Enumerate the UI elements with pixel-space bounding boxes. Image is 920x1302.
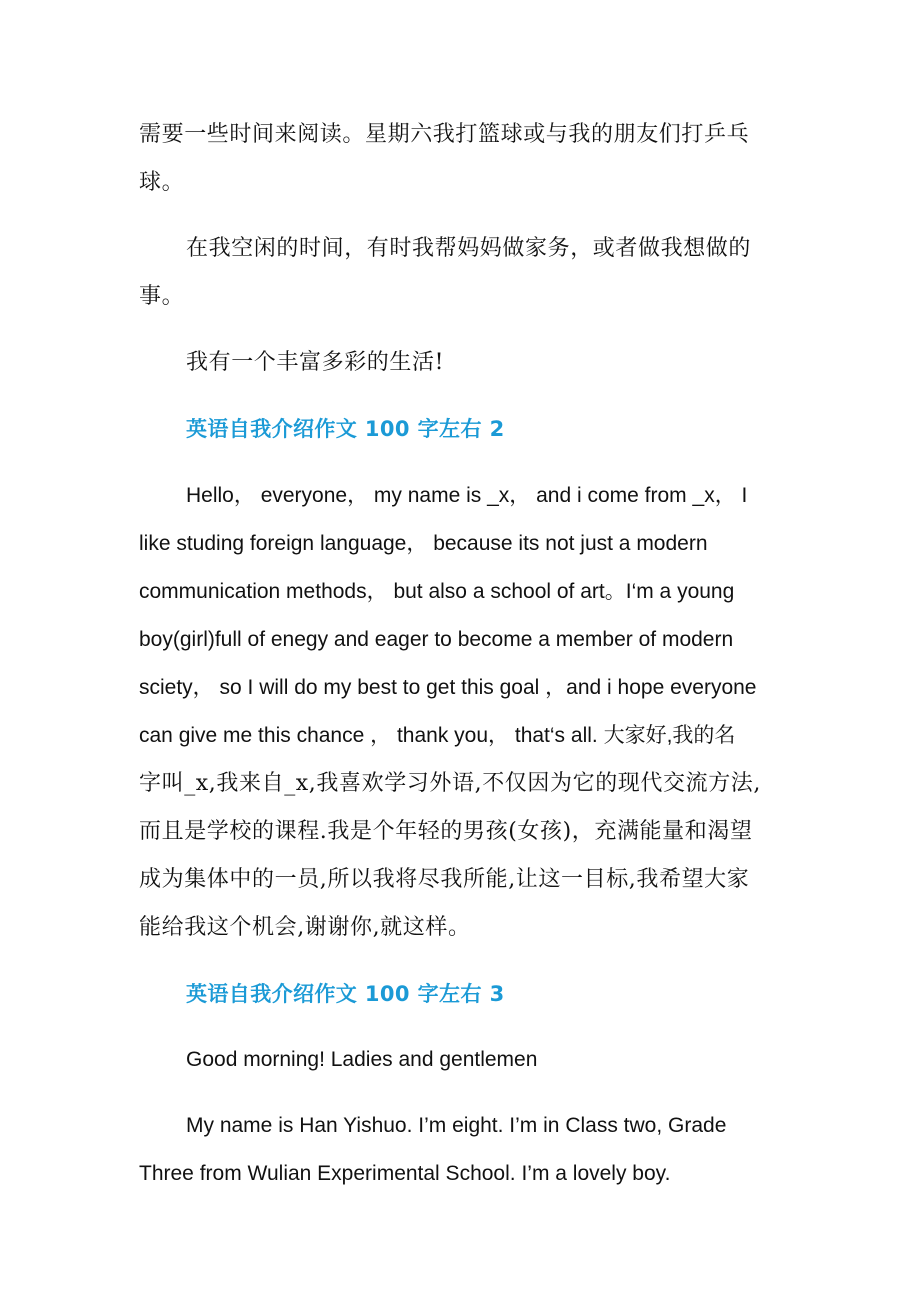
paragraph-line: Good morning! Ladies and gentlemen: [186, 1048, 538, 1071]
paragraph-line: communication methods， but also a school of art。I‘m a young: [139, 580, 735, 603]
section-heading-2: 英语自我介绍作文 100 字左右 2: [186, 417, 505, 441]
paragraph-line: 球。: [139, 170, 185, 195]
paragraph-line: 字叫_x,我来自_x,我喜欢学习外语,不仅因为它的现代交流方法,: [139, 771, 761, 796]
paragraph-line: like studing foreign language， because its not just a modern: [139, 532, 708, 555]
paragraph-line: can give me this chance ， thank you， that‘s all. 大家好,我的名: [139, 724, 736, 747]
paragraph-line: Hello， everyone， my name is _x， and i come from _x， I: [186, 484, 748, 507]
paragraph-line: Three from Wulian Experimental School. I’m a lovely boy.: [139, 1162, 671, 1185]
section-heading-3: 英语自我介绍作文 100 字左右 3: [186, 982, 505, 1006]
paragraph-line: 我有一个丰富多彩的生活!: [186, 350, 445, 375]
paragraph-line: 在我空闲的时间，有时我帮妈妈做家务，或者做我想做的: [186, 236, 752, 261]
paragraph-line: 而且是学校的课程.我是个年轻的男孩(女孩)，充满能量和渴望: [139, 819, 753, 844]
paragraph-line: 成为集体中的一员,所以我将尽我所能,让这一目标,我希望大家: [139, 867, 750, 892]
paragraph-line: 事。: [139, 284, 185, 309]
paragraph-line: 能给我这个机会,谢谢你,就这样。: [139, 915, 471, 940]
paragraph-line: 需要一些时间来阅读。星期六我打篮球或与我的朋友们打乒乓: [139, 122, 750, 147]
paragraph-line: My name is Han Yishuo. I’m eight. I’m in Class two, Grade: [186, 1114, 727, 1137]
paragraph-line: boy(girl)full of enegy and eager to become a member of modern: [139, 628, 734, 651]
paragraph-line: sciety， so I will do my best to get this goal ，and i hope everyone: [139, 676, 757, 699]
